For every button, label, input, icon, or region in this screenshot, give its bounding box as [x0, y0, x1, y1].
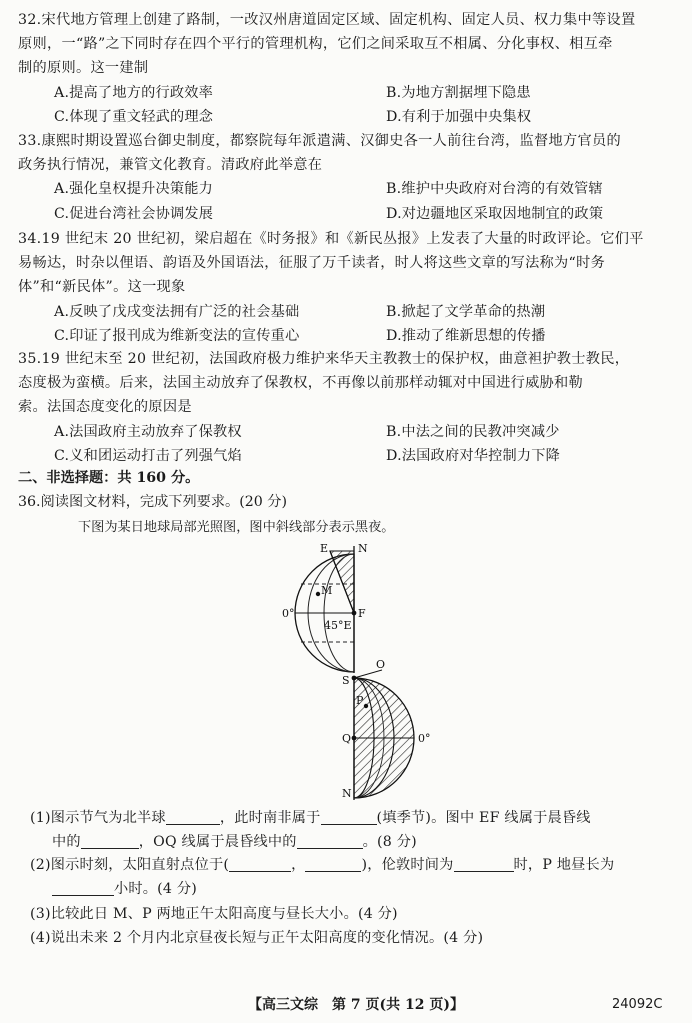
answer-blank[interactable] [81, 832, 139, 849]
answer-blank[interactable] [454, 855, 514, 872]
sub-text: (1)图示节气为北半球 [30, 810, 166, 826]
option-c: C.义和团运动打击了列强气焰 [54, 447, 242, 464]
option-a: A.法国政府主动放弃了保教权 [54, 423, 242, 440]
question-34 [18, 227, 682, 348]
question-stem-line: 体”和“新民体”。这一现象 [18, 279, 186, 296]
label-f: F [358, 607, 366, 620]
label-s: S [342, 674, 350, 687]
sub-text: 。(8 分) [362, 834, 417, 850]
sub-text: 小时。(4 分) [114, 881, 197, 897]
point-p [364, 704, 368, 708]
sub-question-1 [30, 806, 682, 830]
sub-question-2 [30, 853, 682, 877]
sub-question-1-cont [52, 830, 682, 854]
sub-text: ，OQ 线属于晨昏线中的 [138, 834, 297, 850]
question-35 [18, 347, 682, 468]
label-p: P [356, 694, 364, 707]
illumination-diagram [270, 538, 460, 800]
question-stem-line: 33.康熙时期设置巡台御史制度，都察院每年派遣满、汉御史各一人前往台湾，监督地方官员的 [18, 133, 621, 149]
sub-text: 时，P 地昼长为 [513, 857, 615, 873]
question-36-heading: 36.阅读图文材料，完成下列要求。(20 分) [18, 494, 288, 510]
sub-question-2-cont [52, 877, 682, 901]
sub-text: 中的 [52, 834, 81, 850]
exam-code: 24092C [612, 997, 663, 1012]
label-zero-left: 0° [282, 607, 295, 620]
lower-hemisphere [352, 670, 414, 800]
sub-text: (填季节)。图中 EF 线属于晨昏线 [376, 810, 591, 826]
option-a: A.反映了戊戌变法拥有广泛的社会基础 [54, 303, 300, 320]
label-m: M [321, 584, 333, 597]
page-number: 【高三文综 第 7 页(共 12 页)】 [248, 997, 464, 1013]
upper-hemisphere [295, 546, 356, 673]
label-zero-right: 0° [418, 732, 431, 745]
option-d: D.有利于加强中央集权 [386, 108, 532, 125]
question-stem-line: 原则，一“路”之下同时存在四个平行的管理机构，它们之间采取互不相属、分化事权、相互牵 [18, 36, 613, 53]
question-stem-line: 政务执行情况，兼管文化教育。清政府此举意在 [18, 157, 323, 174]
section-title: 二、非选择题：共 160 分。 [18, 470, 200, 486]
option-b: B.中法之间的民教冲突减少 [386, 423, 560, 440]
option-b: B.掀起了文学革命的热潮 [386, 303, 546, 320]
answer-blank[interactable] [321, 808, 377, 825]
question-stem-line: 35.19 世纪末至 20 世纪初，法国政府极力维护来华天主教教士的保护权，曲意袒护教士教民， [18, 351, 630, 367]
answer-blank[interactable] [297, 832, 363, 849]
point-m [316, 592, 320, 596]
answer-blank[interactable] [52, 879, 114, 896]
question-stem-line: 制的原则。这一建制 [18, 60, 149, 77]
question-33 [18, 129, 682, 226]
label-n-top: N [358, 542, 368, 555]
point-q [352, 736, 357, 741]
sub-text: ，此时南非属于 [219, 810, 321, 826]
option-d: D.法国政府对华控制力下降 [386, 447, 561, 464]
label-n-bottom: N [342, 787, 352, 800]
question-32 [18, 8, 682, 129]
option-d: D.对边疆地区采取因地制宜的政策 [386, 205, 604, 222]
question-stem-line: 态度极为蛮横。后来，法国主动放弃了保教权，不再像以前那样动辄对中国进行威胁和勒 [18, 375, 584, 392]
sub-text: ， [291, 857, 306, 873]
sub-text: (2)图示时刻，太阳直射点位于( [30, 857, 230, 873]
option-a: A.强化皇权提升决策能力 [54, 181, 214, 198]
label-longitude: 45°E [324, 619, 352, 632]
question-stem-line: 索。法国态度变化的原因是 [18, 399, 192, 416]
sub-question-3: (3)比较此日 M、P 两地正午太阳高度与昼长大小。(4 分) [30, 906, 398, 922]
point-f [352, 611, 357, 616]
option-c: C.印证了报刊成为维新变法的宣传重心 [54, 327, 300, 344]
sub-question-4: (4)说出未来 2 个月内北京昼夜长短与正午太阳高度的变化情况。(4 分) [30, 930, 484, 946]
point-s [352, 676, 357, 681]
answer-blank[interactable] [305, 855, 361, 872]
question-stem-line: 32.宋代地方管理上创建了路制，一改汉州唐道固定区域、固定机构、固定人员、权力集中等设置 [18, 12, 636, 28]
option-b: B.维护中央政府对台湾的有效管辖 [386, 181, 603, 198]
sub-text: )，伦敦时间为 [361, 857, 454, 873]
label-o: O [376, 658, 386, 671]
oq-line-end [354, 670, 382, 678]
answer-blank[interactable] [166, 808, 220, 825]
question-stem-line: 34.19 世纪末 20 世纪初，梁启超在《时务报》和《新民丛报》上发表了大量的时政评论。它们平 [18, 231, 644, 247]
question-stem-line: 易畅达，时杂以俚语、韵语及外国语法，征服了万千读者，时人将这些文章的写法称为“时务 [18, 255, 606, 272]
option-c: C.体现了重文轻武的理念 [54, 108, 214, 125]
figure-caption: 下图为某日地球局部光照图，图中斜线部分表示黑夜。 [78, 520, 395, 535]
option-b: B.为地方割据埋下隐患 [386, 84, 531, 101]
option-c: C.促进台湾社会协调发展 [54, 205, 214, 222]
label-q: Q [342, 732, 352, 745]
option-a: A.提高了地方的行政效率 [54, 84, 214, 101]
label-e: E [320, 542, 329, 555]
answer-blank[interactable] [229, 855, 291, 872]
option-d: D.推动了维新思想的传播 [386, 327, 546, 344]
